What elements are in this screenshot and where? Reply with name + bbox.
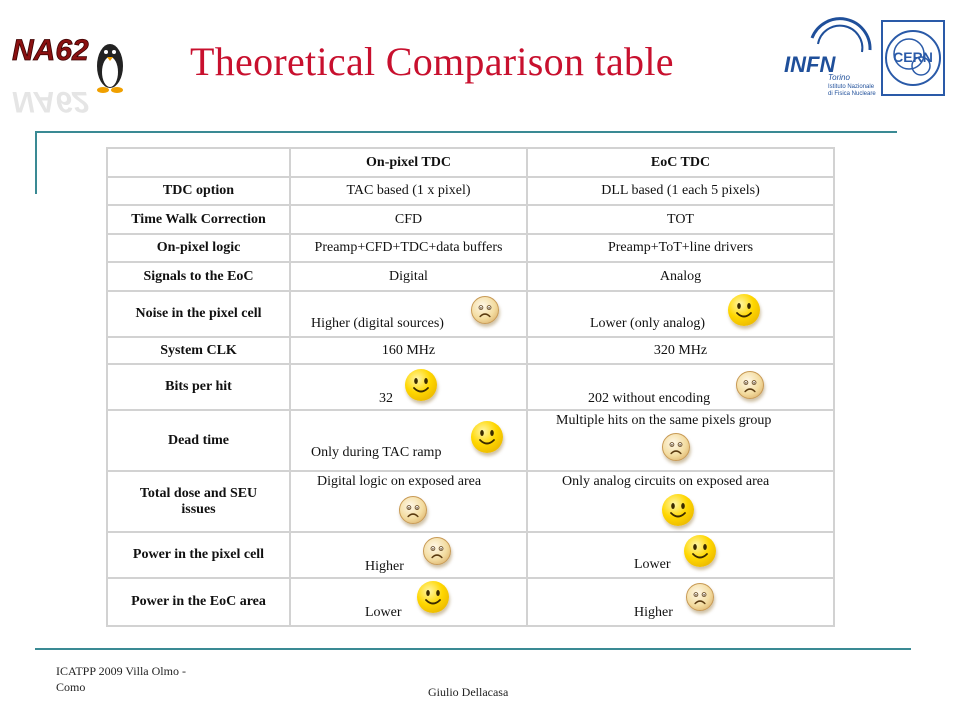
onpixel-cell-text: Digital logic on exposed area [317,474,482,489]
na62-logo [10,30,128,118]
table-row [107,410,834,471]
happy-face-icon [728,294,760,326]
cern-logo [881,20,945,96]
row-label [107,471,290,532]
row-label: Power in the pixel cell [107,532,290,578]
eoc-cell: TOT [527,205,834,234]
row-label-line: issues [181,501,216,517]
sad-face-icon [686,583,714,611]
svg-text:NA62: NA62 [12,85,89,118]
eoc-cell: Analog [527,262,834,291]
eoc-cell-text: Only analog circuits on exposed area [562,474,770,489]
onpixel-cell [290,291,527,337]
table-row [107,578,834,626]
svg-text:Torino: Torino [828,73,850,82]
sad-face-icon [736,371,764,399]
onpixel-cell [290,532,527,578]
column-header-empty [107,148,290,177]
footer-conference-line: ICATPP 2009 Villa Olmo - [56,664,186,678]
row-label: On-pixel logic [107,234,290,262]
table-row [107,291,834,337]
row-label-line: Total dose and SEU [139,485,258,501]
onpixel-cell-text: Higher [365,559,404,574]
onpixel-cell: CFD [290,205,527,234]
eoc-cell-text: Multiple hits on the same pixels group [556,413,772,428]
happy-face-icon [662,494,694,526]
row-label: Dead time [107,410,290,471]
footer-conference-line: Como [56,680,86,694]
happy-face-icon [417,581,449,613]
onpixel-cell [290,471,527,532]
table-row [107,471,834,532]
onpixel-cell: Digital [290,262,527,291]
table-row [107,234,834,262]
svg-text:di Fisica Nucleare: di Fisica Nucleare [828,91,876,97]
happy-face-icon [471,421,503,453]
sad-face-icon [399,496,427,524]
eoc-cell [527,364,834,410]
table-row [107,177,834,205]
table-row [107,337,834,364]
onpixel-cell [290,578,527,626]
table-row [107,364,834,410]
eoc-cell [527,410,834,471]
sad-face-icon [471,296,499,324]
onpixel-cell: Preamp+CFD+TDC+data buffers [290,234,527,262]
onpixel-cell [290,364,527,410]
eoc-cell-text: Higher [634,605,673,620]
onpixel-cell-text: Lower [365,605,402,620]
happy-face-icon [684,535,716,567]
comparison-table [106,147,833,625]
top-divider-left-tick [35,131,37,194]
onpixel-cell [290,410,527,471]
eoc-cell: 320 MHz [527,337,834,364]
bottom-divider [35,648,911,650]
eoc-cell [527,532,834,578]
footer-author: Giulio Dellacasa [428,685,509,699]
row-label: Power in the EoC area [107,578,290,626]
row-label: TDC option [107,177,290,205]
eoc-cell-text: 202 without encoding [588,391,711,406]
row-label: System CLK [107,337,290,364]
column-header-onpixel: On-pixel TDC [290,148,527,177]
onpixel-cell-text: Higher (digital sources) [311,316,444,331]
footer-conference [56,663,246,695]
infn-logo [782,34,878,98]
onpixel-cell: TAC based (1 x pixel) [290,177,527,205]
table-row [107,532,834,578]
onpixel-cell: 160 MHz [290,337,527,364]
eoc-cell: DLL based (1 each 5 pixels) [527,177,834,205]
cern-logo-text: CERN [893,49,933,65]
infn-logo-text: INFN [784,52,836,77]
onpixel-cell-text: 32 [379,391,393,406]
svg-text:Istituto Nazionale: Istituto Nazionale [828,84,875,90]
page-title: Theoretical Comparison table [190,39,674,84]
top-divider [35,131,897,133]
row-label: Signals to the EoC [107,262,290,291]
table-header-row [107,148,834,177]
table-row [107,205,834,234]
row-label: Time Walk Correction [107,205,290,234]
table-row [107,262,834,291]
row-label: Bits per hit [107,364,290,410]
eoc-cell-text: Lower [634,557,671,572]
sad-face-icon [662,433,690,461]
row-label: Noise in the pixel cell [107,291,290,337]
eoc-cell [527,578,834,626]
eoc-cell: Preamp+ToT+line drivers [527,234,834,262]
onpixel-cell-text: Only during TAC ramp [311,445,442,460]
eoc-cell [527,471,834,532]
eoc-cell [527,291,834,337]
eoc-cell-text: Lower (only analog) [590,316,706,331]
na62-logo-text: NA62 [12,34,89,67]
happy-face-icon [405,369,437,401]
sad-face-icon [423,537,451,565]
column-header-eoc: EoC TDC [527,148,834,177]
